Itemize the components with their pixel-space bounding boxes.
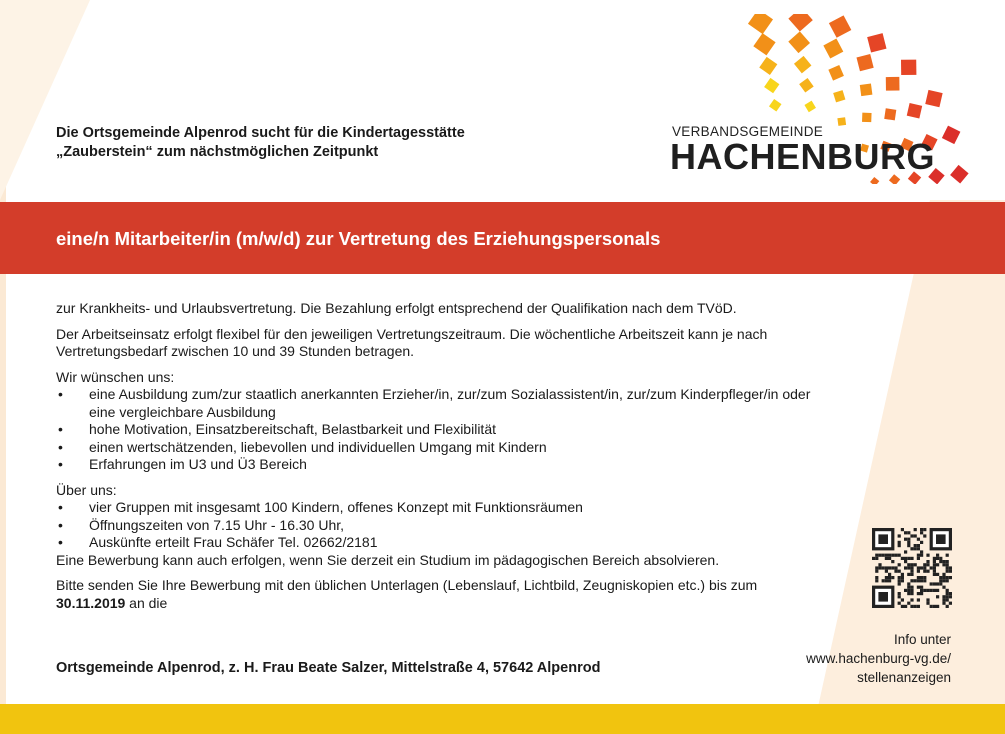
qr-module (920, 566, 923, 569)
qr-module (923, 534, 926, 537)
qr-module (878, 563, 881, 566)
qr-module (917, 592, 920, 595)
logo-square (950, 165, 969, 184)
qr-module (936, 605, 939, 608)
logo-square (870, 177, 879, 184)
qr-module (926, 602, 929, 605)
qr-module (894, 554, 897, 557)
qr-module (910, 534, 913, 537)
qr-module (907, 541, 910, 544)
qr-module (926, 598, 929, 601)
job-title: eine/n Mitarbeiter/in (m/w/d) zur Vertretung des Erziehungspersonals (56, 228, 661, 249)
qr-module (946, 563, 949, 566)
qr-module (910, 589, 913, 592)
info-label: Info unter (893, 632, 951, 647)
qr-module (946, 576, 949, 579)
about-heading: Über uns: (56, 481, 117, 498)
qr-module (930, 589, 933, 592)
qr-module (910, 605, 913, 608)
logo-square (764, 78, 779, 93)
about-list (56, 499, 816, 552)
qr-module (946, 589, 949, 592)
qr-module (907, 573, 910, 576)
qr-module (939, 579, 942, 582)
logo-square (907, 103, 922, 118)
qr-module (891, 554, 894, 557)
qr-finder (878, 534, 888, 544)
qr-module (898, 595, 901, 598)
qr-module (923, 566, 926, 569)
qr-module (901, 557, 904, 560)
wishes-list (56, 386, 816, 474)
qr-module (898, 544, 901, 547)
logo-square (799, 78, 814, 93)
logo-square (748, 14, 773, 34)
list-item: • Öffnungszeiten von 7.15 Uhr - 16.30 Uhr, (58, 516, 345, 533)
bullet-icon: • (58, 499, 63, 515)
qr-module (936, 595, 939, 598)
qr-module (885, 554, 888, 557)
qr-module (939, 557, 942, 560)
qr-module (875, 557, 878, 560)
application-address: Ortsgemeinde Alpenrod, z. H. Frau Beate Salzer, Mittelstraße 4, 57642 Alpenrod (56, 660, 601, 676)
list-item: • eine Ausbildung zum/zur staatlich anerkannten Erzieher/in, zur/zum Sozialassistent/in, zur/zum Kinderpfleger/in oder eine vergleichbare Ausbildung (58, 386, 811, 420)
qr-module (885, 570, 888, 573)
qr-module (898, 570, 901, 573)
qr-module (894, 566, 897, 569)
intro-text (56, 124, 616, 162)
qr-module (878, 566, 881, 569)
paragraph-students: Eine Bewerbung kann auch erfolgen, wenn Sie derzeit ein Studium im pädagogischen Bereich absolvieren. (56, 551, 720, 568)
logo-square (862, 113, 872, 123)
qr-module (917, 579, 920, 582)
qr-module (898, 592, 901, 595)
qr-module (882, 579, 885, 582)
list-item: • Erfahrungen im U3 und Ü3 Bereich (58, 456, 307, 472)
qr-module (942, 602, 945, 605)
logo-square (942, 126, 961, 145)
wishes-heading: Wir wünschen uns: (56, 368, 175, 385)
qr-module (910, 547, 913, 550)
qr-module (923, 570, 926, 573)
qr-module (904, 605, 907, 608)
qr-module (933, 563, 936, 566)
qr-module (888, 557, 891, 560)
qr-module (920, 586, 923, 589)
logo-title: HACHENBURG (670, 136, 935, 177)
qr-module (930, 605, 933, 608)
qr-module (917, 554, 920, 557)
qr-module (914, 528, 917, 531)
qr-module (904, 538, 907, 541)
qr-module (910, 579, 913, 582)
qr-module (898, 576, 901, 579)
logo-square (794, 56, 811, 73)
qr-module (914, 579, 917, 582)
qr-module (910, 598, 913, 601)
qr-module (920, 531, 923, 534)
qr-module (942, 595, 945, 598)
qr-module (875, 566, 878, 569)
bottom-yellow-bar (0, 704, 1005, 734)
qr-module (888, 554, 891, 557)
qr-module (914, 544, 917, 547)
list-item: • Auskünfte erteilt Frau Schäfer Tel. 02662/2181 (58, 534, 378, 550)
qr-module (936, 557, 939, 560)
qr-module (933, 582, 936, 585)
qr-module (946, 605, 949, 608)
list-item: • hohe Motivation, Einsatzbereitschaft, Belastbarkeit und Flexibilität (58, 421, 496, 437)
qr-finder (878, 592, 888, 602)
bullet-icon: • (58, 516, 63, 533)
qr-module (901, 576, 904, 579)
qr-module (907, 582, 910, 585)
qr-module (898, 554, 901, 557)
qr-module (917, 566, 920, 569)
qr-module (904, 557, 907, 560)
qr-module (949, 566, 952, 569)
qr-module (898, 541, 901, 544)
qr-module (885, 576, 888, 579)
qr-module (901, 598, 904, 601)
info-url-path[interactable]: stellenanzeigen (857, 670, 951, 685)
qr-module (885, 557, 888, 560)
logo-square (833, 90, 845, 102)
qr-module (920, 579, 923, 582)
qr-module (946, 592, 949, 595)
qr-module (917, 547, 920, 550)
qr-module (920, 554, 923, 557)
logo-square (753, 33, 775, 55)
qr-module (882, 566, 885, 569)
qr-module (933, 589, 936, 592)
qr-module (914, 547, 917, 550)
qr-module (878, 554, 881, 557)
logo-square (788, 14, 812, 32)
qr-module (917, 605, 920, 608)
qr-module (933, 560, 936, 563)
qr-module (917, 576, 920, 579)
qr-module (888, 566, 891, 569)
qr-module (923, 563, 926, 566)
qr-module (926, 563, 929, 566)
qr-module (923, 589, 926, 592)
qr-module (888, 576, 891, 579)
logo-square (860, 84, 873, 97)
logo-square (769, 99, 782, 112)
qr-module (907, 538, 910, 541)
qr-module (907, 566, 910, 569)
qr-module (920, 589, 923, 592)
logo-square (837, 117, 846, 126)
qr-module (910, 557, 913, 560)
qr-module (875, 554, 878, 557)
bullet-icon: • (58, 421, 63, 437)
qr-module (923, 528, 926, 531)
qr-module (946, 566, 949, 569)
qr-module (907, 544, 910, 547)
job-description (56, 300, 816, 620)
logo-square (886, 77, 900, 91)
qr-module (910, 570, 913, 573)
qr-module (926, 589, 929, 592)
qr-module (914, 605, 917, 608)
logo-square (867, 33, 886, 52)
qr-finder (936, 534, 946, 544)
logo-square (823, 39, 843, 59)
qr-module (946, 570, 949, 573)
qr-module (942, 563, 945, 566)
qr-module (904, 589, 907, 592)
list-item: • einen wertschätzenden, liebevollen und individuellen Umgang mit Kindern (58, 438, 547, 455)
qr-module (901, 528, 904, 531)
intro-line-2: „Zauberstein“ zum nächstmöglichen Zeitpunkt (56, 144, 379, 160)
qr-code-icon[interactable] (872, 528, 952, 608)
paragraph-payment: zur Krankheits- und Urlaubsvertretung. Die Bezahlung erfolgt entsprechend der Qualifikation nach dem TVöD. (56, 300, 737, 316)
qr-module (885, 579, 888, 582)
qr-module (875, 570, 878, 573)
qr-module (914, 534, 917, 537)
qr-module (907, 557, 910, 560)
logo-square (759, 57, 777, 75)
qr-module (949, 576, 952, 579)
qr-module (917, 557, 920, 560)
qr-module (949, 602, 952, 605)
logo-square (828, 65, 844, 81)
qr-module (917, 544, 920, 547)
bullet-icon: • (58, 386, 63, 402)
qr-module (933, 605, 936, 608)
qr-module (936, 582, 939, 585)
logo-square (884, 108, 896, 120)
qr-module (933, 570, 936, 573)
top-left-cream-wedge (0, 0, 90, 200)
bullet-icon: • (58, 456, 63, 472)
qr-module (898, 582, 901, 585)
qr-module (885, 566, 888, 569)
qr-module (891, 576, 894, 579)
logo-square (856, 54, 873, 71)
qr-module (949, 570, 952, 573)
qr-module (904, 560, 907, 563)
qr-module (898, 563, 901, 566)
qr-module (910, 592, 913, 595)
qr-module (901, 579, 904, 582)
qr-module (926, 560, 929, 563)
qr-module (875, 579, 878, 582)
deadline-date: 30.11.2019 (56, 594, 126, 611)
qr-module (920, 528, 923, 531)
qr-module (933, 557, 936, 560)
bullet-icon: • (58, 534, 63, 550)
qr-module (920, 541, 923, 544)
qr-module (946, 560, 949, 563)
qr-module (942, 579, 945, 582)
logo-square (788, 31, 810, 53)
qr-module (939, 576, 942, 579)
qr-module (910, 586, 913, 589)
qr-module (942, 573, 945, 576)
qr-module (888, 579, 891, 582)
qr-module (930, 582, 933, 585)
logo-square (925, 90, 942, 107)
list-item: • vier Gruppen mit insgesamt 100 Kindern, offenes Konzept mit Funktionsräumen (58, 499, 583, 515)
qr-module (904, 566, 907, 569)
qr-module (904, 550, 907, 553)
qr-module (936, 573, 939, 576)
qr-module (946, 579, 949, 582)
qr-module (917, 598, 920, 601)
qr-module (920, 592, 923, 595)
info-url[interactable]: www.hachenburg-vg.de/ (806, 651, 951, 666)
qr-module (917, 586, 920, 589)
qr-module (942, 598, 945, 601)
qr-module (907, 563, 910, 566)
qr-module (914, 563, 917, 566)
qr-module (891, 566, 894, 569)
qr-module (901, 573, 904, 576)
qr-module (946, 598, 949, 601)
qr-module (907, 592, 910, 595)
qr-module (933, 573, 936, 576)
paragraph-hours: Der Arbeitseinsatz erfolgt flexibel für den jeweiligen Vertretungszeitraum. Die wöchentliche Arbeitszeit kann je nach Vertretungsbedarf zwischen 10 und 39 Stunden betragen. (56, 325, 768, 359)
qr-module (933, 566, 936, 569)
qr-module (875, 576, 878, 579)
qr-module (942, 586, 945, 589)
qr-module (917, 570, 920, 573)
qr-module (930, 566, 933, 569)
qr-module (920, 550, 923, 553)
qr-module (942, 560, 945, 563)
qr-module (936, 563, 939, 566)
qr-module (946, 554, 949, 557)
qr-module (904, 531, 907, 534)
qr-module (898, 579, 901, 582)
qr-module (894, 570, 897, 573)
qr-module (907, 531, 910, 534)
qr-module (907, 589, 910, 592)
qr-module (939, 560, 942, 563)
qr-module (926, 554, 929, 557)
logo-subtitle: VERBANDSGEMEINDE (672, 124, 824, 139)
qr-module (872, 557, 875, 560)
qr-module (901, 605, 904, 608)
logo-square (829, 15, 851, 37)
qr-module (888, 573, 891, 576)
qr-module (942, 576, 945, 579)
qr-module (939, 582, 942, 585)
qr-module (936, 554, 939, 557)
qr-module (920, 576, 923, 579)
qr-module (923, 579, 926, 582)
info-box (806, 630, 951, 687)
qr-module (898, 534, 901, 537)
qr-module (907, 602, 910, 605)
qr-module (910, 573, 913, 576)
paragraph-application: Bitte senden Sie Ihre Bewerbung mit den üblichen Unterlagen (Lebenslauf, Lichtbild, Zeugniskopien etc.) bis zum 30.11.2019 an die (56, 577, 758, 611)
logo-square (901, 60, 916, 75)
qr-module (946, 595, 949, 598)
qr-module (936, 589, 939, 592)
logo-square (804, 101, 816, 113)
qr-module (910, 566, 913, 569)
qr-module (923, 576, 926, 579)
qr-module (882, 554, 885, 557)
bullet-icon: • (58, 438, 63, 455)
qr-module (898, 602, 901, 605)
qr-module (949, 595, 952, 598)
intro-line-1: Die Ortsgemeinde Alpenrod sucht für die Kindertagesstätte (56, 125, 465, 141)
qr-module (926, 570, 929, 573)
qr-module (917, 538, 920, 541)
qr-module (907, 586, 910, 589)
qr-module (949, 592, 952, 595)
qr-module (910, 563, 913, 566)
qr-module (891, 560, 894, 563)
